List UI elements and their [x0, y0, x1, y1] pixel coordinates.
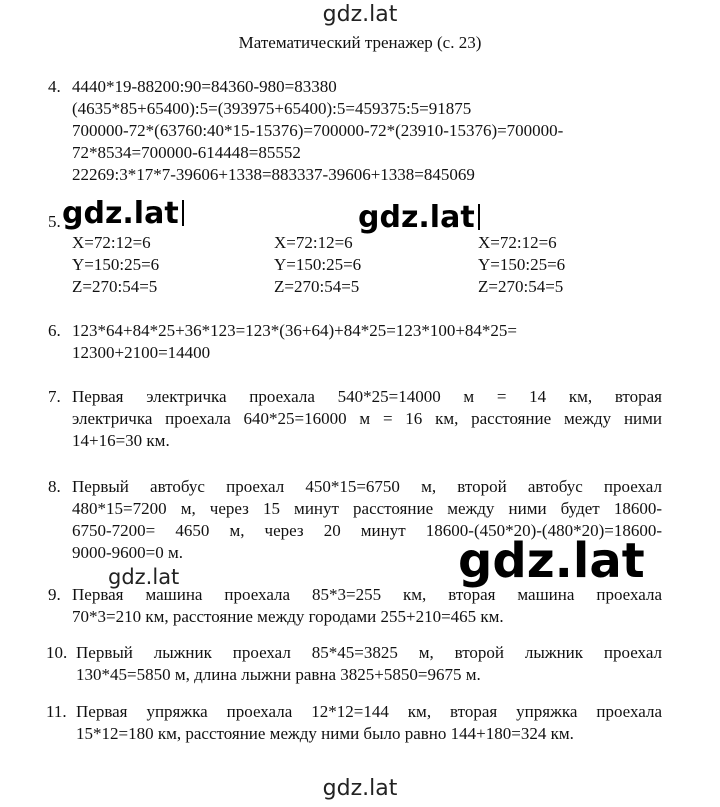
- watermark-b-bar: [478, 204, 480, 230]
- task7-number: 7.: [48, 387, 61, 406]
- task10-line-2: 130*45=5850 м, длина лыжни равна 3825+5850=9675 м.: [76, 665, 481, 684]
- task11-line-2: 15*12=180 км, расстояние между ними было равно 144+180=324 км.: [76, 724, 574, 743]
- task11-number: 11.: [46, 702, 67, 721]
- task4-line-5: 22269:3*17*7-39606+1338=883337-39606+1338=845069: [72, 165, 475, 184]
- task4-number: 4.: [48, 77, 61, 96]
- task5-col3-z: Z=270:54=5: [478, 277, 564, 296]
- task4-line-3: 700000-72*(63760:40*15-15376)=700000-72*(23910-15376)=700000-: [72, 121, 564, 140]
- task6-line-2: 12300+2100=14400: [72, 343, 211, 362]
- task5-col2-y: Y=150:25=6: [274, 255, 362, 274]
- task8-line-2: 480*15=7200 м, через 15 минут расстояние между ними будет 18600-: [72, 499, 662, 518]
- task10-line-1: Первый лыжник проехал 85*45=3825 м, второй лыжник проехал: [76, 643, 662, 662]
- watermark-top: gdz.lat: [322, 2, 398, 27]
- task5-col1-x: X=72:12=6: [72, 233, 151, 252]
- page-title: Математический тренажер (с. 23): [238, 33, 482, 52]
- watermark-bottom: gdz.lat: [322, 776, 398, 801]
- task4-line-1: 4440*19-88200:90=84360-980=83380: [72, 77, 337, 96]
- watermark-a: gdz.lat: [62, 196, 184, 231]
- task5-col3-x: X=72:12=6: [478, 233, 557, 252]
- task9-line-1: Первая машина проехала 85*3=255 км, вторая машина проехала: [72, 585, 662, 604]
- task9-number: 9.: [48, 585, 61, 604]
- task5-col1-y: Y=150:25=6: [72, 255, 160, 274]
- task7-line-3: 14+16=30 км.: [72, 431, 170, 450]
- task6-line-1: 123*64+84*25+36*123=123*(36+64)+84*25=123*100+84*25=: [72, 321, 518, 340]
- task11-line-1: Первая упряжка проехала 12*12=144 км, вторая упряжка проехала: [76, 702, 662, 721]
- task8-line-3: 6750-7200= 4650 м, через 20 минут 18600-(450*20)-(480*20)=18600-: [72, 521, 662, 540]
- task9-line-2: 70*3=210 км, расстояние между городами 255+210=465 км.: [72, 607, 504, 626]
- watermark-c: gdz.lat: [458, 533, 645, 589]
- task7-line-1: Первая электричка проехала 540*25=14000 м = 14 км, вторая: [72, 387, 662, 406]
- task8-line-1: Первый автобус проехал 450*15=6750 м, второй автобус проехал: [72, 477, 662, 496]
- task5-col3-y: Y=150:25=6: [478, 255, 566, 274]
- task5-col2-x: X=72:12=6: [274, 233, 353, 252]
- task10-number: 10.: [46, 643, 68, 662]
- task5-number: 5.: [48, 212, 61, 231]
- task5-col2-z: Z=270:54=5: [274, 277, 360, 296]
- task8-line-4: 9000-9600=0 м.: [72, 543, 184, 562]
- task8-number: 8.: [48, 477, 61, 496]
- watermark-b: gdz.lat: [358, 200, 480, 235]
- task7-line-2: электричка проехала 640*25=16000 м = 16 км, расстояние между ними: [72, 409, 662, 428]
- watermark-d: gdz.lat: [108, 565, 180, 589]
- task4-line-2: (4635*85+65400):5=(393975+65400):5=459375:5=91875: [72, 99, 472, 118]
- task6-number: 6.: [48, 321, 61, 340]
- task4-line-4: 72*8534=700000-614448=85552: [72, 143, 301, 162]
- watermark-a-bar: [182, 200, 184, 226]
- task5-col1-z: Z=270:54=5: [72, 277, 158, 296]
